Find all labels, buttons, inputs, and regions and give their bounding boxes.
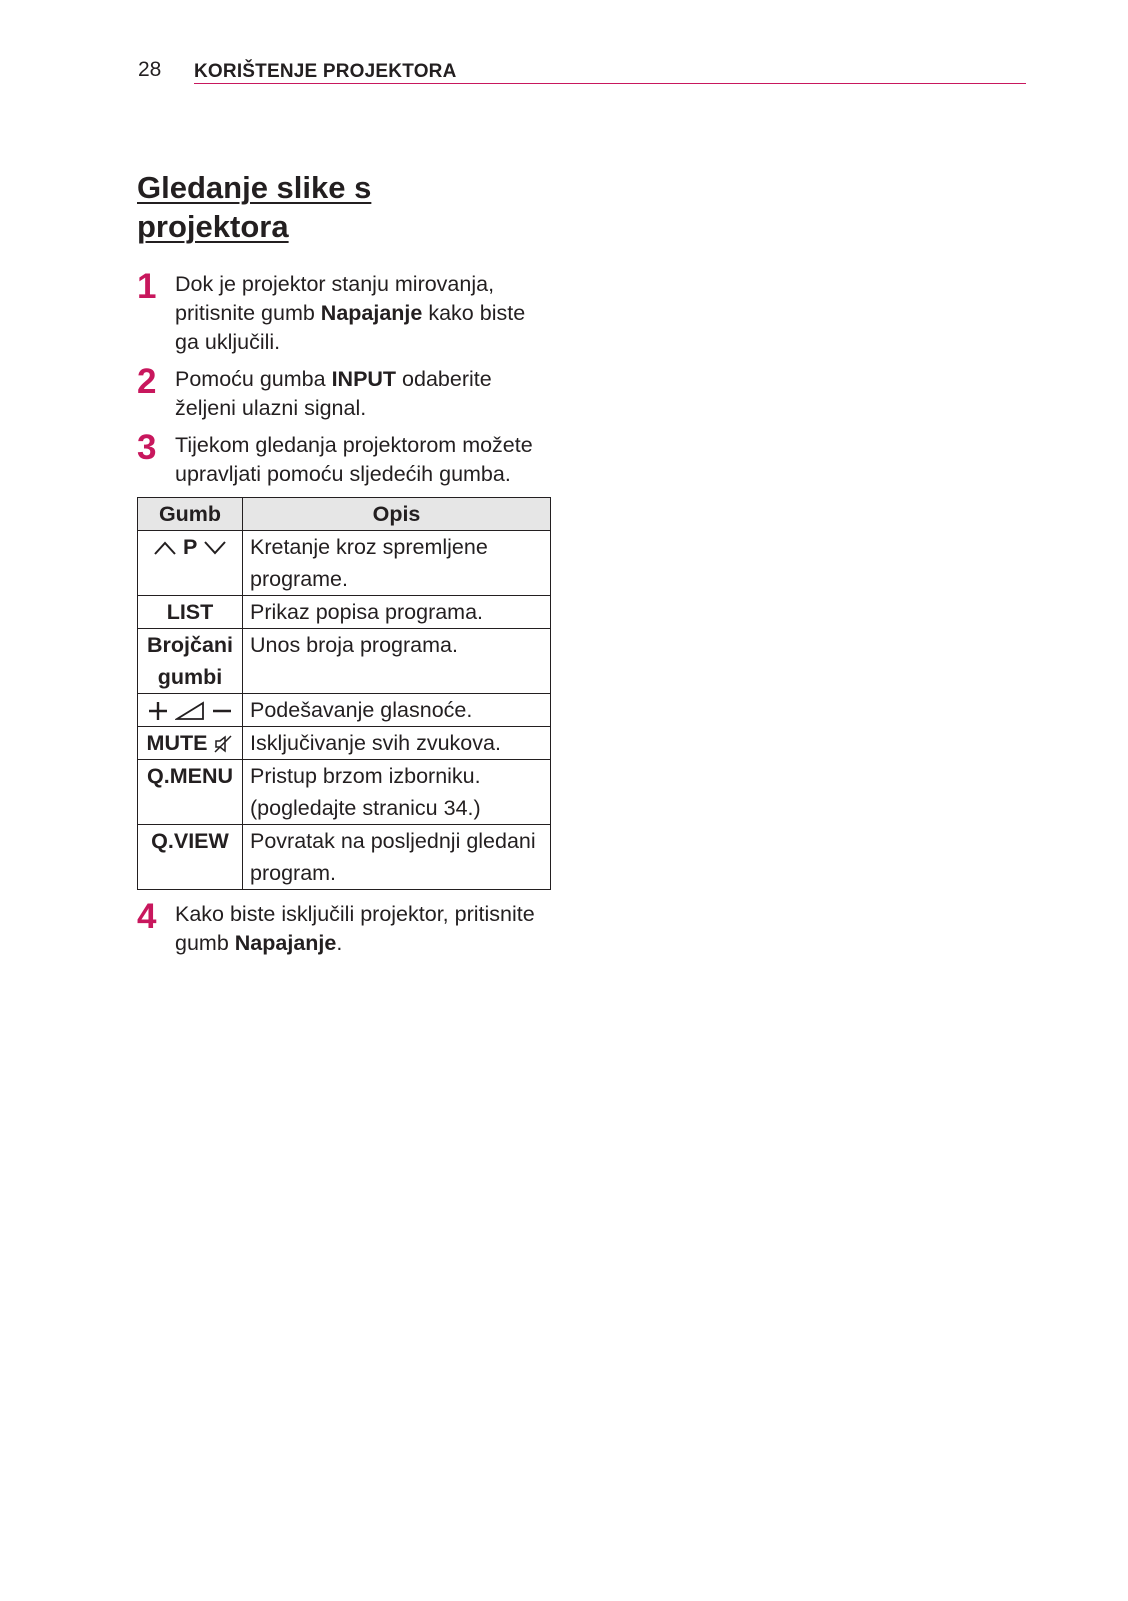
description-cell: Prikaz popisa programa. — [243, 596, 551, 629]
column-header-gumb: Gumb — [138, 498, 243, 531]
page-number: 28 — [138, 58, 162, 81]
volume-wedge-icon — [175, 701, 205, 721]
heading-line-2: projektora — [137, 209, 289, 244]
column-header-opis: Opis — [243, 498, 551, 531]
table-row — [138, 629, 551, 694]
step-number: 2 — [137, 362, 157, 401]
description-cell: Unos broja programa. — [243, 629, 551, 694]
step-text: Dok je projektor stanju mirovanja, pritisnite gumb Napajanje kako biste ga uključili. — [175, 272, 526, 354]
description-cell: Kretanje kroz spremljene programe. — [243, 531, 551, 596]
table-row — [138, 727, 551, 760]
mute-icon — [213, 734, 233, 754]
description-cell: Povratak na posljednji gledani program. — [243, 825, 551, 890]
table-header-row — [138, 498, 551, 531]
step-text: Kako biste isključili projektor, pritisnite gumb Napajanje. — [175, 902, 535, 955]
table-row — [138, 596, 551, 629]
page-heading — [137, 168, 557, 246]
header-rule — [194, 83, 1026, 84]
description-cell: Podešavanje glasnoće. — [243, 694, 551, 727]
plus-icon — [147, 700, 169, 722]
chevron-up-icon — [153, 540, 177, 556]
section-title: KORIŠTENJE PROJEKTORA — [194, 61, 457, 82]
heading-line-1: Gledanje slike s — [137, 170, 372, 205]
step-2 — [137, 362, 557, 423]
step-text: Tijekom gledanja projektorom možete upravljati pomoću sljedećih gumba. — [175, 433, 533, 486]
button-table — [137, 497, 551, 890]
main-content — [137, 168, 557, 966]
step-text: Pomoću gumba INPUT odaberite željeni ulazni signal. — [175, 367, 492, 420]
input-button-label: INPUT — [331, 367, 397, 391]
page-header — [0, 0, 1128, 90]
step-1 — [137, 267, 557, 357]
key-cell: Q.VIEW — [138, 825, 243, 890]
step-number: 3 — [137, 428, 157, 467]
key-cell — [138, 531, 243, 596]
step-number: 4 — [137, 897, 157, 936]
table-row — [138, 825, 551, 890]
step-number: 1 — [137, 267, 157, 306]
table-row — [138, 531, 551, 596]
description-cell: Pristup brzom izborniku. (pogledajte stranicu 34.) — [243, 760, 551, 825]
power-button-label: Napajanje — [320, 301, 423, 325]
program-key-label: P — [183, 535, 197, 559]
key-cell: Brojčani gumbi — [138, 629, 243, 694]
key-cell: LIST — [138, 596, 243, 629]
key-cell: Q.MENU — [138, 760, 243, 825]
chevron-down-icon — [203, 540, 227, 556]
step-3 — [137, 428, 557, 489]
table-row — [138, 760, 551, 825]
description-cell: Isključivanje svih zvukova. — [243, 727, 551, 760]
mute-key-label: MUTE — [146, 731, 208, 755]
key-cell — [138, 694, 243, 727]
step-4 — [137, 897, 557, 958]
power-button-label: Napajanje — [234, 931, 337, 955]
step-list — [137, 267, 557, 958]
minus-icon — [211, 700, 233, 722]
table-row — [138, 694, 551, 727]
key-cell — [138, 727, 243, 760]
